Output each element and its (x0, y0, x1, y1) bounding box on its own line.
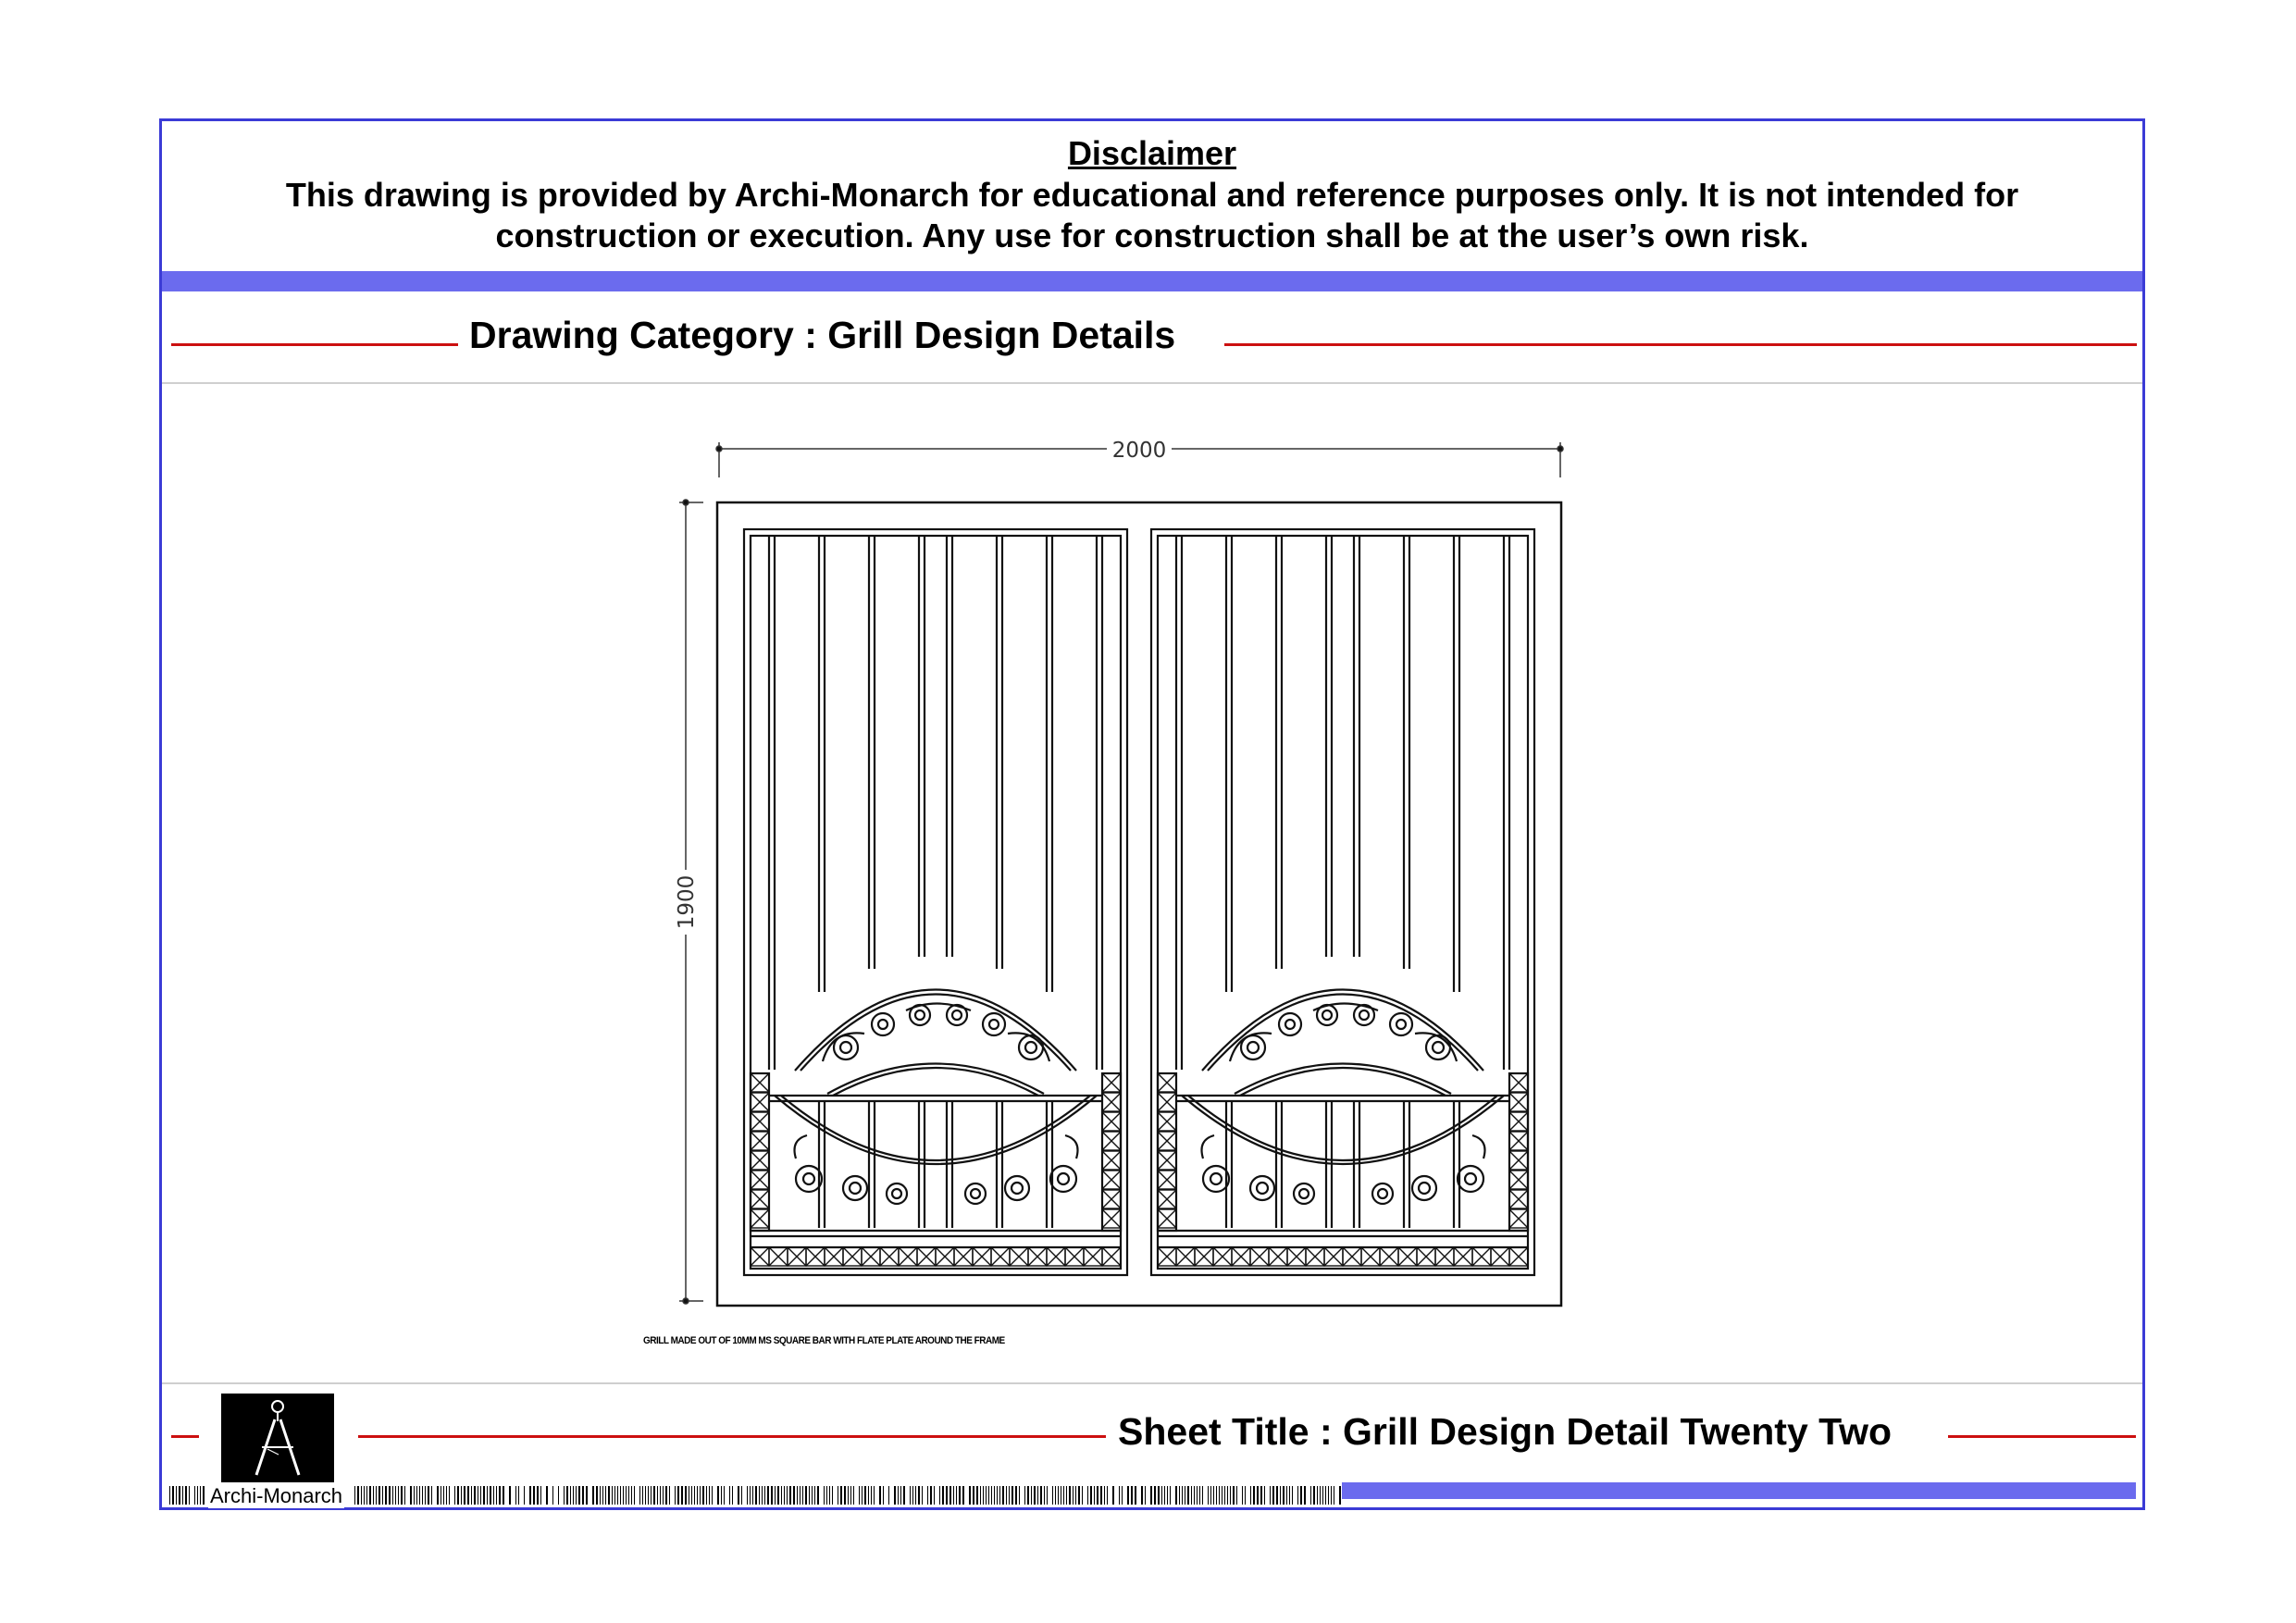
right-grill-leaf (1151, 529, 1534, 1275)
disclaimer-line-1: This drawing is provided by Archi-Monarch for educational and reference purposes only. It is not intended for (285, 176, 2019, 214)
height-dimension-label: 1900 (675, 874, 699, 930)
drawing-category-title: Drawing Category : Grill Design Details (469, 314, 1176, 356)
sheet-title: Sheet Title : Grill Design Detail Twenty Two (1118, 1410, 1893, 1453)
left-grill-leaf (744, 529, 1127, 1275)
drawing-note: GRILL MADE OUT OF 10MM MS SQUARE BAR WITH FLATE PLATE AROUND THE FRAME (643, 1335, 1005, 1347)
brand-name: Archi-Monarch (210, 1484, 343, 1507)
disclaimer-line-2: construction or execution. Any use for construction shall be at the user’s own risk. (495, 217, 1809, 254)
width-dimension-label: 2000 (1111, 439, 1167, 463)
disclaimer-title: Disclaimer (1067, 134, 1237, 172)
